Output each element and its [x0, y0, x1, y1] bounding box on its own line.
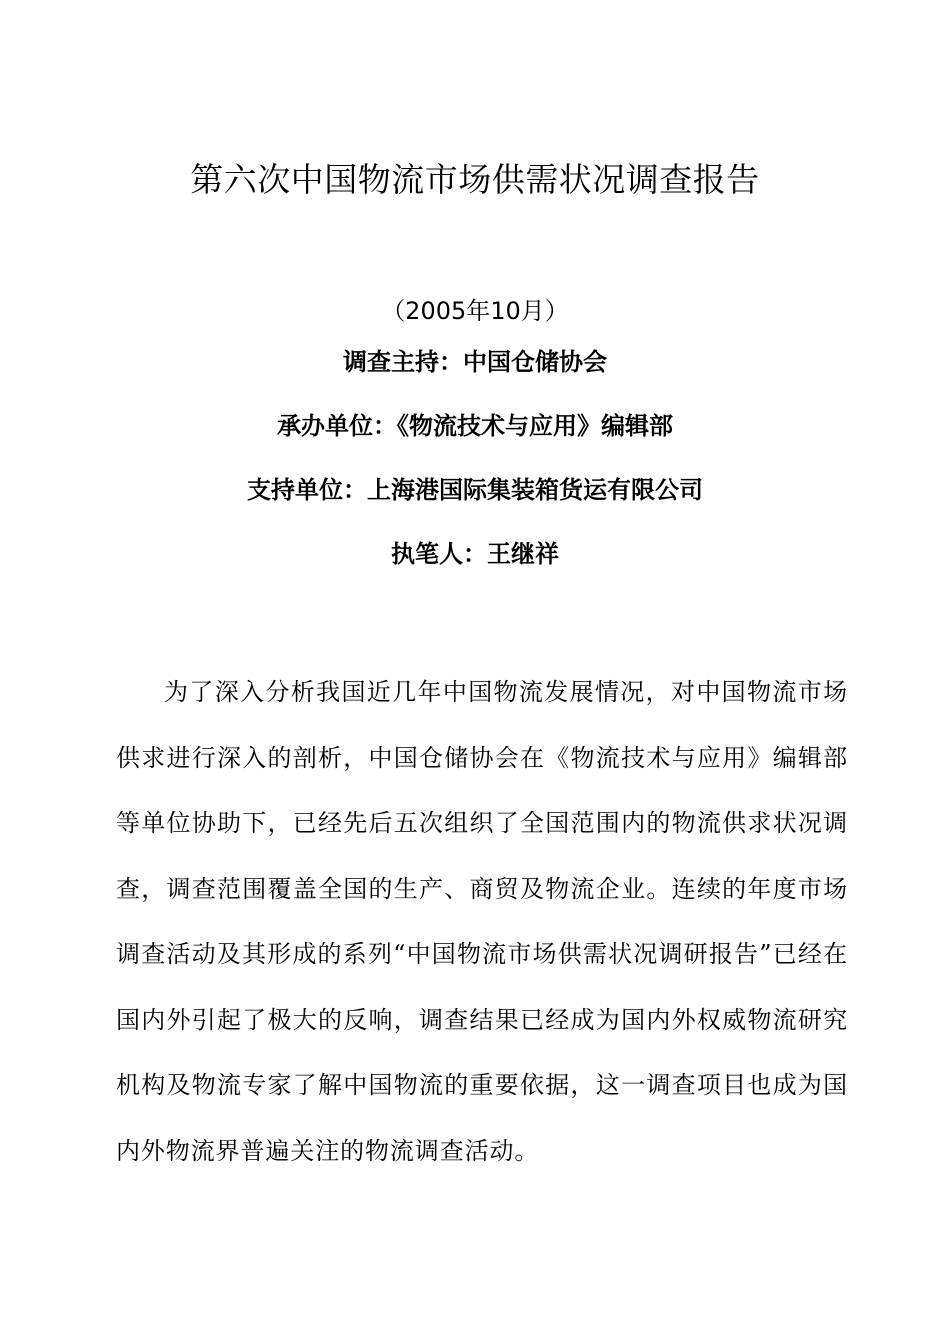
author-line: 执笔人：王继祥 — [391, 540, 559, 568]
survey-host: 调查主持：中国仓储协会 — [343, 348, 607, 376]
document-title: 第六次中国物流市场供需状况调查报告 — [190, 160, 760, 199]
intro-paragraph: 为了深入分析我国近几年中国物流发展情况，对中国物流市场供求进行深入的剖析，中国仓储协会在《物流技术与应用》编辑部等单位协助下，已经先后五次组织了全国范围内的物流供求状况调查，调查范围覆盖全国的生产、商贸及物流企业。连续的年度市场调查活动及其形成的系列“中国物流市场供需状况调研报告”已经在国内外引起了极大的反响，调查结果已经成为国内外权威物流研究机构及物流专家了解中国物流的重要依据，这一调查项目也成为国内外物流界普遍关注的物流调查活动。 — [116, 678, 848, 1165]
report-date: （2005年10月） — [381, 297, 569, 325]
supporting-unit: 支持单位：上海港国际集装箱货运有限公司 — [247, 476, 703, 504]
organizer-unit: 承办单位：《物流技术与应用》编辑部 — [277, 412, 673, 440]
